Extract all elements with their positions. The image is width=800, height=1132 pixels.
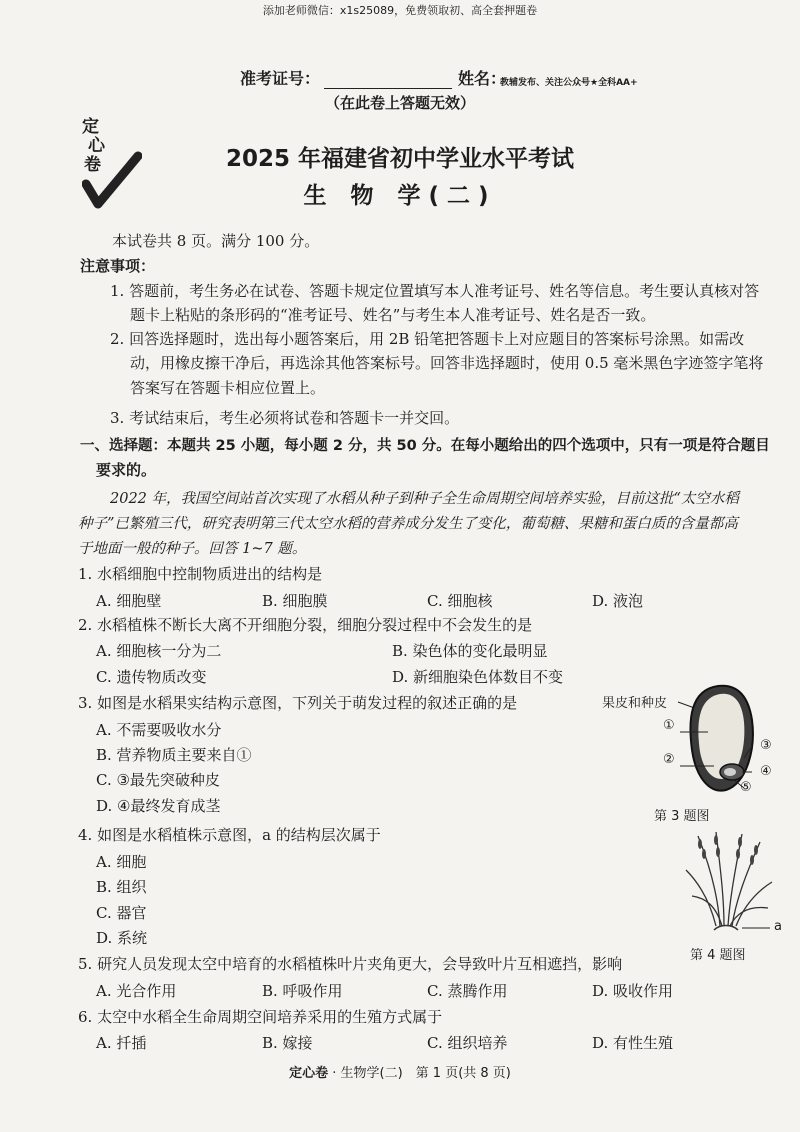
notice-line: 1. 答题前，考生务必在试卷、答题卡规定位置填写本人准考证号、姓名等信息。考生要认真核对答 (110, 282, 760, 300)
page-footer (0, 1062, 800, 1081)
fig3-marker-3: ③ (760, 738, 772, 753)
passage-line: 于地面一般的种子。回答 1~7 题。 (78, 541, 307, 557)
question-stem: 3. 如图是水稻果实结构示意图，下列关于萌发过程的叙述正确的是 (78, 694, 518, 712)
option-c: C. 组织培养 (427, 1034, 508, 1052)
fig3-marker-4: ④ (760, 764, 772, 779)
option-c: C. 细胞核 (427, 592, 493, 610)
top-promo-note: 添加老师微信：x1s25089，免费领取初、高全套押题卷 (262, 4, 538, 17)
name-label: 姓名： (458, 69, 507, 88)
exam-id-label: 准考证号： (240, 69, 321, 88)
intro-line: 本试卷共 8 页。满分 100 分。 (112, 232, 320, 250)
fig4-marker-a: a (774, 919, 782, 934)
option-d: D. 吸收作用 (592, 982, 674, 1000)
passage-line: 2022 年，我国空间站首次实现了水稻从种子到种子全生命周期空间培养实验，目前这批“太空水稻 (110, 491, 739, 507)
fig3-marker-2: ② (663, 752, 675, 767)
option-c: C. 蒸腾作用 (427, 982, 508, 1000)
fig3-marker-1: ① (663, 718, 675, 733)
exam-title: 2025 年福建省初中学业水平考试 (225, 146, 575, 172)
option-b: B. 组织 (96, 878, 147, 896)
question-stem: 6. 太空中水稻全生命周期空间培养采用的生殖方式属于 (78, 1008, 443, 1026)
option-a: A. 细胞 (96, 853, 147, 871)
stamp-char: 心 (88, 136, 105, 156)
fig3-caption: 第 3 题图 (654, 809, 710, 824)
notice-line: 动，用橡皮擦干净后，再选涂其他答案标号。回答非选择题时，使用 0.5 毫米黑色字迹签字笔将 (130, 354, 764, 372)
option-d: D. 新细胞染色体数目不变 (392, 668, 564, 686)
option-d: D. 系统 (96, 929, 148, 947)
exam-id-blank (324, 73, 452, 89)
option-c: C. ③最先突破种皮 (96, 771, 220, 789)
fig4-caption: 第 4 题图 (690, 948, 746, 963)
footer-text: · 生物学(二) 第 1 页(共 8 页) (328, 1066, 511, 1081)
section1-heading-cont: 要求的。 (96, 461, 157, 479)
option-a: A. 细胞壁 (96, 592, 162, 610)
fig3-marker-5: ⑤ (740, 780, 752, 795)
option-b: B. 染色体的变化最明显 (392, 642, 548, 660)
option-a: A. 光合作用 (96, 982, 177, 1000)
fig3-top-label: 果皮和种皮 (602, 696, 668, 711)
exam-id-field (240, 66, 452, 89)
option-d: D. ④最终发育成茎 (96, 797, 221, 815)
footer-brand: 定心卷 (289, 1066, 329, 1081)
option-c: C. 遗传物质改变 (96, 668, 207, 686)
invalid-note: （在此卷上答题无效） (324, 94, 475, 112)
stamp-char: 定 (82, 117, 99, 137)
question-stem: 5. 研究人员发现太空中培育的水稻植株叶片夹角更大，会导致叶片互相遮挡，影响 (78, 955, 623, 973)
option-a: A. 不需要吸收水分 (96, 721, 222, 739)
stamp-char: 卷 (84, 155, 101, 175)
question-stem: 4. 如图是水稻植株示意图，a 的结构层次属于 (78, 826, 381, 844)
notice-line: 3. 考试结束后，考生必须将试卷和答题卡一并交回。 (110, 409, 460, 427)
option-a: A. 扦插 (96, 1034, 147, 1052)
notice-line: 2. 回答选择题时，选出每小题答案后，用 2B 铅笔把答题卡上对应题目的答案标号涂黑。如需改 (110, 330, 745, 348)
section1-heading: 一、选择题：本题共 25 小题，每小题 2 分，共 50 分。在每小题给出的四个选项中，只有一项是符合题目 (80, 438, 770, 454)
notice-heading: 注意事项： (80, 257, 156, 275)
option-c: C. 器官 (96, 904, 147, 922)
option-a: A. 细胞核一分为二 (96, 642, 222, 660)
notice-line: 答案写在答题卡相应位置上。 (130, 379, 326, 397)
name-fill-text: 教辅发布、关注公众号★全科AA+ (500, 78, 638, 88)
option-b: B. 细胞膜 (262, 592, 328, 610)
rice-plant-diagram (680, 826, 780, 934)
exam-subtitle: 生 物 学(二) (303, 183, 497, 209)
question-stem: 2. 水稻植株不断长大离不开细胞分裂，细胞分裂过程中不会发生的是 (78, 616, 533, 634)
notice-line: 题卡上粘贴的条形码的“准考证号、姓名”与考生本人准考证号、姓名是否一致。 (130, 306, 656, 324)
question-stem: 1. 水稻细胞中控制物质进出的结构是 (78, 565, 323, 583)
option-b: B. 呼吸作用 (262, 982, 343, 1000)
option-d: D. 有性生殖 (592, 1034, 674, 1052)
passage-line: 种子”已繁殖三代，研究表明第三代太空水稻的营养成分发生了变化，葡萄糖、果糖和蛋白质的含量都高 (78, 516, 738, 532)
option-b: B. 营养物质主要来自① (96, 746, 252, 764)
option-d: D. 液泡 (592, 592, 644, 610)
option-b: B. 嫁接 (262, 1034, 313, 1052)
